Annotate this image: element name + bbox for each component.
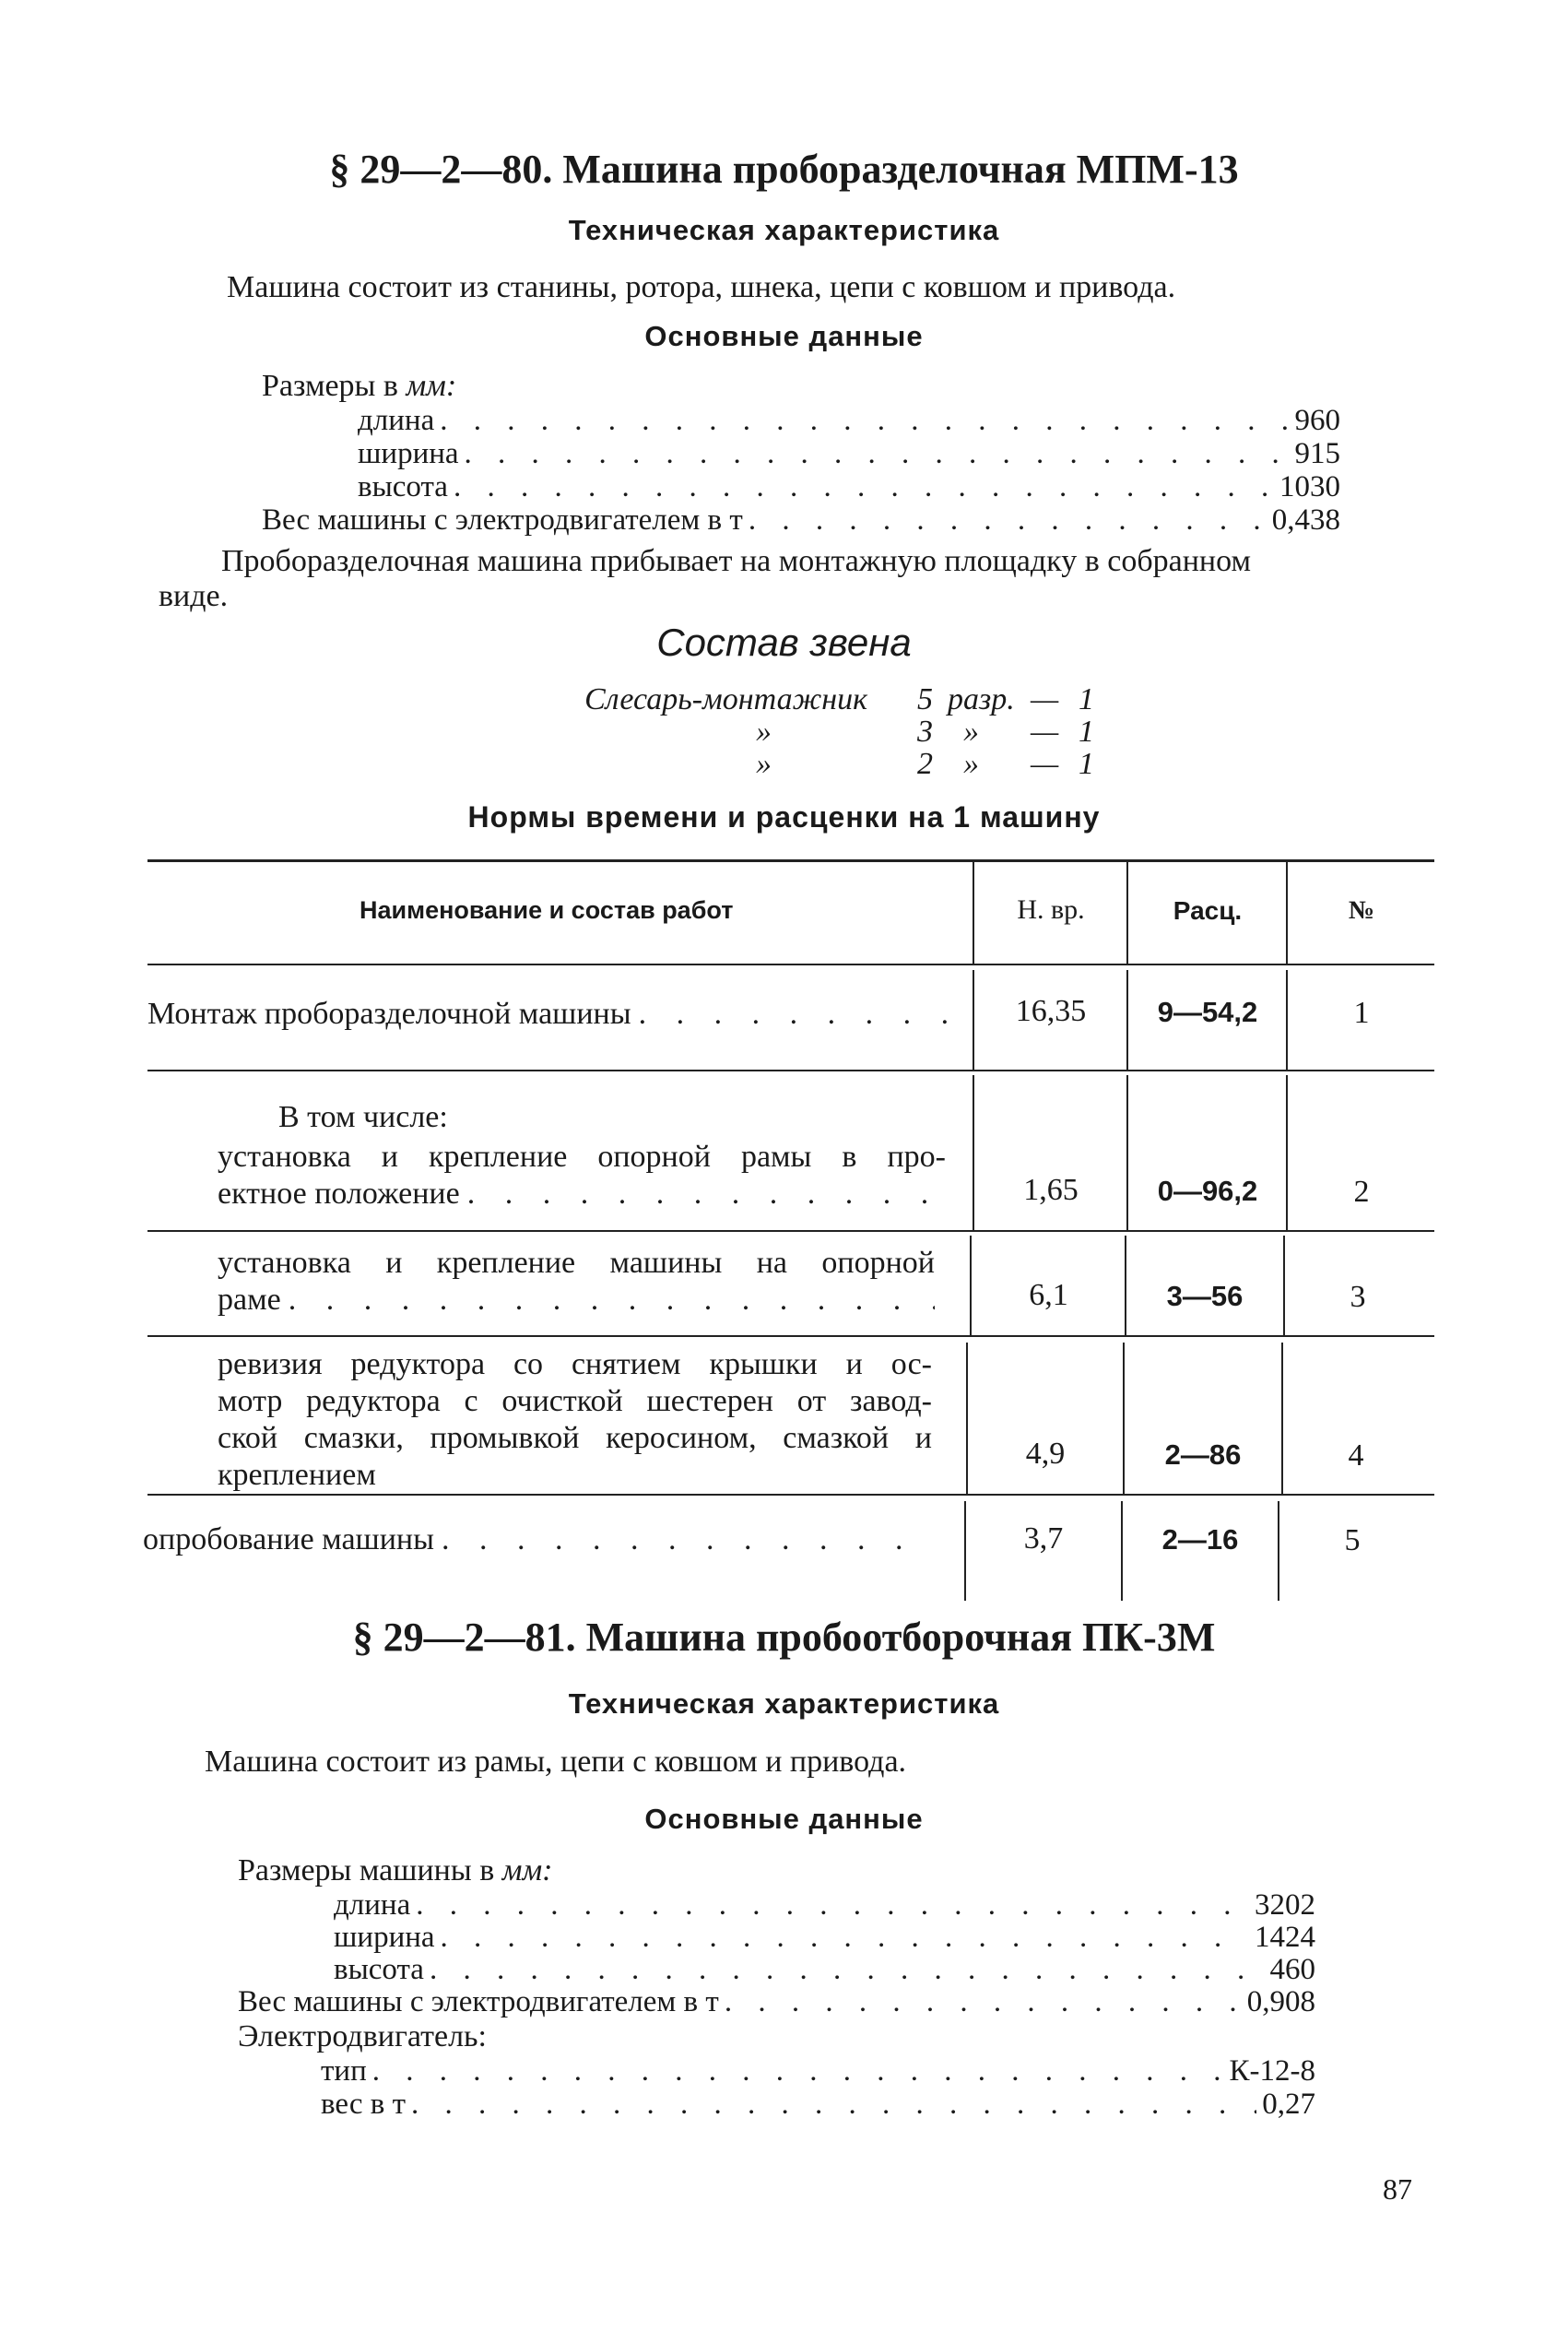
- section2-main-data-heading: Основные данные: [644, 1803, 924, 1835]
- crew-dash: —: [1031, 715, 1059, 749]
- spec-row: тип . . . К-12-8: [321, 2054, 1315, 2088]
- row-price: 2—86: [1164, 1438, 1242, 1471]
- row-num: 3: [1350, 1280, 1366, 1314]
- section2-description: Машина состоит из рамы, цепи с ковшом и привода.: [205, 1745, 907, 1779]
- crew-role: »: [756, 715, 772, 749]
- crew-role: Слесарь-монтажник: [584, 682, 867, 716]
- section2-title: § 29—2—81. Машина пробоотборочная ПК-3М: [352, 1615, 1216, 1660]
- crew-grade: 2: [917, 747, 933, 781]
- row-time: 1,65: [1023, 1173, 1079, 1207]
- row-time: 4,9: [1025, 1437, 1066, 1471]
- section1-tech-heading: Техническая характеристика: [568, 214, 1000, 246]
- row-price: 3—56: [1166, 1280, 1244, 1312]
- spec-row: высота . . . 1030: [358, 470, 1340, 504]
- section1-note-line2: виде.: [159, 579, 229, 613]
- section1-sizes-label: Размеры в мм:: [262, 369, 457, 403]
- row-num: 2: [1353, 1175, 1370, 1209]
- crew-dash: —: [1031, 747, 1059, 781]
- spec-row: ширина . . . 915: [358, 437, 1340, 471]
- crew-grade: 3: [917, 715, 933, 749]
- row-time: 16,35: [1015, 994, 1087, 1028]
- table-row-work: Монтаж проборазделочной машины . . .: [147, 996, 948, 1033]
- crew-unit: »: [963, 715, 979, 749]
- header-name: Наименование и состав работ: [360, 896, 734, 924]
- crew-dash: —: [1031, 682, 1059, 716]
- row-intro: В том числе:: [278, 1100, 448, 1134]
- section1-main-data-heading: Основные данные: [644, 320, 924, 352]
- header-time: Н. вр.: [1017, 894, 1085, 925]
- row-num: 1: [1353, 996, 1370, 1030]
- section2-tech-heading: Техническая характеристика: [568, 1687, 1000, 1720]
- row-price: 0—96,2: [1157, 1175, 1258, 1207]
- spec-row: Вес машины с электродвигателем в т . . . 0,908: [238, 1985, 1315, 2019]
- row-price: 2—16: [1161, 1523, 1239, 1556]
- header-num: №: [1348, 896, 1375, 925]
- table-row-work: опробование машины . . .: [143, 1521, 931, 1558]
- spec-row: ширина . . . 1424: [334, 1921, 1315, 1955]
- row-time: 3,7: [1023, 1521, 1064, 1556]
- crew-count: 1: [1079, 715, 1094, 749]
- row-num: 4: [1348, 1438, 1364, 1473]
- spec-row: вес в т . . . 0,27: [321, 2088, 1315, 2122]
- section1-description: Машина состоит из станины, ротора, шнека, цепи с ковшом и привода.: [227, 270, 1176, 304]
- crew-grade: 5: [917, 682, 933, 716]
- row-time: 6,1: [1029, 1278, 1068, 1312]
- spec-row: высота . . . 460: [334, 1953, 1315, 1987]
- spec-row: Вес машины с электродвигателем в т . . . 0,438: [262, 503, 1340, 538]
- table-row-work: установка и крепление машины на опорной раме . . .: [218, 1245, 935, 1319]
- row-price: 9—54,2: [1157, 996, 1258, 1028]
- header-price: Расц.: [1173, 896, 1243, 925]
- section1-note-line1: Проборазделочная машина прибывает на монтажную площадку в собранном: [221, 544, 1251, 578]
- crew-unit: »: [963, 747, 979, 781]
- crew-count: 1: [1079, 682, 1094, 716]
- section1-title: § 29—2—80. Машина проборазделочная МПМ-13: [329, 147, 1239, 192]
- crew-role: »: [756, 747, 772, 781]
- crew-count: 1: [1079, 747, 1094, 781]
- norms-heading: Нормы времени и расценки на 1 машину: [467, 800, 1101, 834]
- row-num: 5: [1344, 1523, 1361, 1557]
- motor-label: Электродвигатель:: [238, 2019, 487, 2053]
- crew-unit: разр.: [948, 682, 1015, 716]
- spec-row: длина . . . 3202: [334, 1888, 1315, 1923]
- table-row-work: установка и крепление опорной рамы в про- ектное положение . . .: [218, 1139, 946, 1213]
- page-number: 87: [1383, 2172, 1412, 2206]
- crew-heading: Состав звена: [656, 621, 912, 664]
- table-row-work: ревизия редуктора со снятием крышки и ос- мотр редуктора с очисткой шестерен от завод- ской смазки, промывкой керосином, смазкой и креплением: [218, 1347, 932, 1492]
- spec-row: длина . . . 960: [358, 404, 1340, 438]
- section2-sizes-label: Размеры машины в мм:: [238, 1853, 553, 1887]
